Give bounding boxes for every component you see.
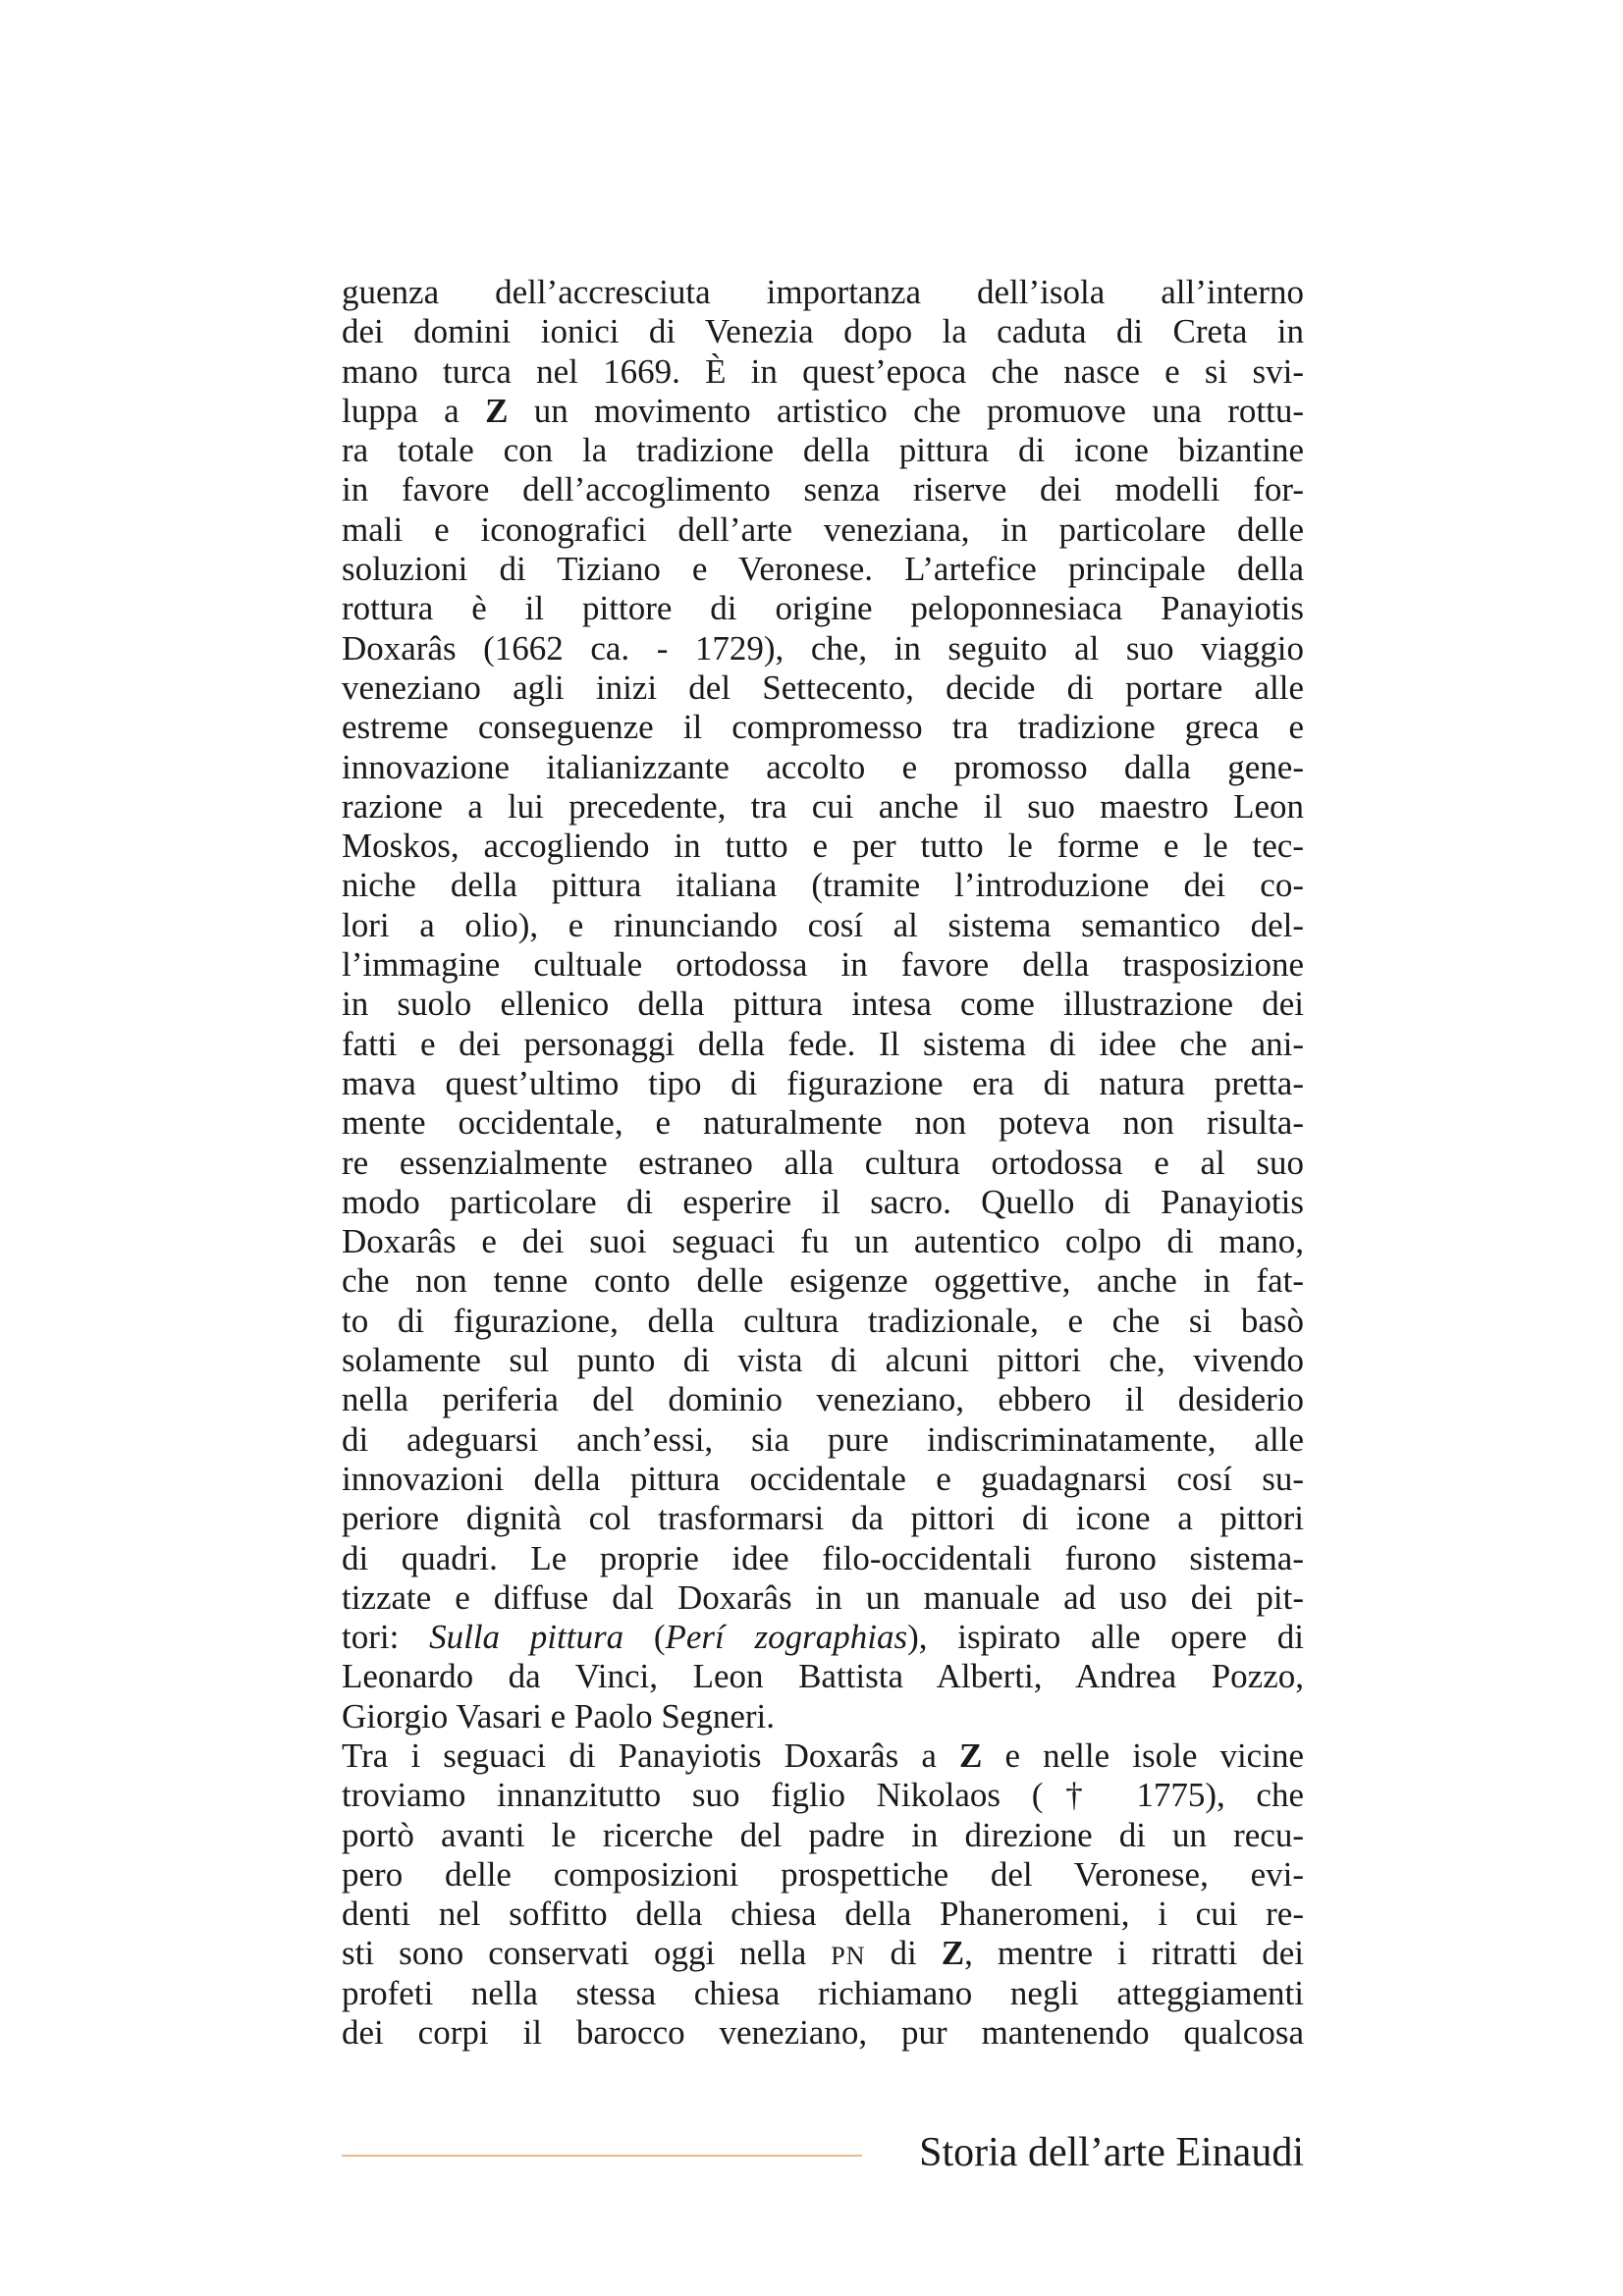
text-run: estreme conseguenze il compromesso tra tradizione greca e [342, 708, 1304, 747]
text-line [342, 1183, 1304, 1222]
text-run: l’immagine cultuale ortodossa in favore della trasposizione [342, 945, 1304, 985]
text-line [342, 708, 1304, 747]
text-run: innovazione italianizzante accolto e promosso dalla gene- [342, 747, 1304, 786]
text-run: in favore dell’accoglimento senza riserve dei modelli for- [342, 470, 1304, 509]
text-run: denti nel soffitto della chiesa della Phaneromeni, i cui re- [342, 1895, 1304, 1934]
text-run: razione a lui precedente, tra cui anche il suo maestro Leon [342, 786, 1304, 826]
page-footer [342, 2123, 1304, 2182]
text-line [342, 1855, 1304, 1895]
text-line [342, 748, 1304, 787]
text-run: mali e iconografici dell’arte veneziana, in particolare delle [342, 509, 1304, 549]
text-line [342, 1302, 1304, 1341]
text-run: di [865, 1934, 942, 1973]
text-line [342, 629, 1304, 668]
text-run: Tra i seguaci di Panayiotis Doxarâs a [342, 1735, 959, 1775]
text-run: in suolo ellenico della pittura intesa come illustrazione dei [342, 985, 1304, 1024]
text-run: troviamo innanzitutto suo figlio Nikolaos († 1775), che [342, 1776, 1304, 1815]
text-run: profeti nella stessa chiesa richiamano negli atteggiamenti [342, 1973, 1304, 2012]
bold-abbreviation: Z [485, 391, 509, 430]
text-run: ( [623, 1618, 666, 1657]
text-run: Leonardo da Vinci, Leon Battista Alberti, Andrea Pozzo, [342, 1657, 1304, 1696]
text-line [342, 1064, 1304, 1103]
text-run: to di figurazione, della cultura tradizionale, e che si basò [342, 1301, 1304, 1340]
text-run: solamente sul punto di vista di alcuni pittori che, vivendo [342, 1341, 1304, 1380]
smallcaps-abbreviation: PN [831, 1942, 866, 1971]
bold-abbreviation: Z [959, 1735, 983, 1775]
text-run: Doxarâs (1662 ca. - 1729), che, in seguito al suo viaggio [342, 628, 1304, 667]
text-line [342, 1618, 1304, 1657]
text-line [342, 589, 1304, 628]
text-run: tori: [342, 1618, 430, 1657]
text-line [342, 1657, 1304, 1696]
text-line [342, 787, 1304, 827]
text-line [342, 985, 1304, 1024]
italic-title: Sulla pittura [429, 1618, 624, 1657]
text-run: di quadri. Le proprie idee filo-occidentali furono sistema- [342, 1538, 1304, 1577]
text-run: di adeguarsi anch’essi, sia pure indiscriminatamente, alle [342, 1419, 1304, 1459]
bold-abbreviation: Z [941, 1934, 965, 1973]
text-line [342, 1420, 1304, 1460]
text-line [342, 866, 1304, 905]
text-line [342, 510, 1304, 550]
text-line [342, 550, 1304, 589]
page-body-text [342, 273, 1304, 2053]
text-run: soluzioni di Tiziano e Veronese. L’artefice principale della [342, 550, 1304, 589]
text-line [342, 1776, 1304, 1815]
text-line [342, 1974, 1304, 2013]
text-line [342, 1816, 1304, 1855]
text-line [342, 1578, 1304, 1618]
text-run: mente occidentale, e naturalmente non poteva non risulta- [342, 1103, 1304, 1143]
text-run: sti sono conservati oggi nella [342, 1934, 832, 1973]
text-line [342, 668, 1304, 708]
text-line [342, 2013, 1304, 2053]
text-run: luppa a [342, 391, 486, 430]
text-line [342, 1261, 1304, 1301]
text-run: dei corpi il barocco veneziano, pur mantenendo qualcosa [342, 2013, 1304, 2053]
text-line [342, 1499, 1304, 1538]
text-line [342, 470, 1304, 509]
text-run: ), ispirato alle opere di [907, 1618, 1305, 1657]
text-run: lori a olio), e rinunciando cosí al sistema semantico del- [342, 905, 1304, 944]
text-line [342, 827, 1304, 866]
text-run: veneziano agli inizi del Settecento, decide di portare alle [342, 667, 1304, 707]
text-line [342, 1222, 1304, 1261]
text-run: Giorgio Vasari e Paolo Segneri. [342, 1696, 776, 1735]
footer-rule [342, 2155, 862, 2157]
text-line [342, 1934, 1304, 1973]
text-run: mano turca nel 1669. È in quest’epoca che nasce e si svi- [342, 351, 1304, 391]
text-run: modo particolare di esperire il sacro. Quello di Panayiotis [342, 1182, 1304, 1221]
text-run: guenza dell’accresciuta importanza dell’isola all’interno [342, 273, 1304, 311]
text-line [342, 431, 1304, 470]
text-run: fatti e dei personaggi della fede. Il sistema di idee che ani- [342, 1024, 1304, 1063]
text-line [342, 945, 1304, 985]
text-run: mava quest’ultimo tipo di figurazione era di natura pretta- [342, 1063, 1304, 1102]
text-run: niche della pittura italiana (tramite l’introduzione dei co- [342, 866, 1304, 905]
text-run: portò avanti le ricerche del padre in direzione di un recu- [342, 1815, 1304, 1854]
text-line [342, 1539, 1304, 1578]
text-run: rottura è il pittore di origine peloponnesiaca Panayiotis [342, 589, 1304, 628]
text-line [342, 392, 1304, 431]
text-run: re essenzialmente estraneo alla cultura ortodossa e al suo [342, 1143, 1304, 1182]
text-line [342, 1025, 1304, 1064]
text-run: un movimento artistico che promuove una rottu- [508, 391, 1305, 430]
text-run: tizzate e diffuse dal Doxarâs in un manuale ad uso dei pit- [342, 1577, 1304, 1617]
text-line [342, 1736, 1304, 1776]
text-line [342, 1341, 1304, 1380]
text-run: dei domini ionici di Venezia dopo la caduta di Creta in [342, 312, 1304, 351]
text-line [342, 1144, 1304, 1183]
text-line [342, 1697, 1304, 1736]
text-line [342, 352, 1304, 392]
italic-title: Perí zographias [665, 1618, 908, 1657]
text-line [342, 906, 1304, 945]
text-line [342, 1460, 1304, 1499]
text-run: ra totale con la tradizione della pittura di icone bizantine [342, 431, 1304, 470]
footer-publication-title: Storia dell’arte Einaudi [919, 2130, 1304, 2175]
text-run: Doxarâs e dei suoi seguaci fu un autentico colpo di mano, [342, 1222, 1304, 1261]
text-line [342, 312, 1304, 351]
text-run: , mentre i ritratti dei [964, 1934, 1305, 1973]
text-run: periore dignità col trasformarsi da pittori di icone a pittori [342, 1499, 1304, 1538]
text-line [342, 1895, 1304, 1934]
text-line [342, 1380, 1304, 1419]
text-run: pero delle composizioni prospettiche del Veronese, evi- [342, 1854, 1304, 1894]
text-run: nella periferia del dominio veneziano, ebbero il desiderio [342, 1380, 1304, 1419]
text-run: che non tenne conto delle esigenze oggettive, anche in fat- [342, 1261, 1304, 1301]
text-line [342, 273, 1304, 312]
text-run: e nelle isole vicine [982, 1735, 1304, 1775]
text-run: innovazioni della pittura occidentale e guadagnarsi cosí su- [342, 1459, 1304, 1498]
text-run: Moskos, accogliendo in tutto e per tutto le forme e le tec- [342, 827, 1304, 866]
text-line [342, 1103, 1304, 1143]
